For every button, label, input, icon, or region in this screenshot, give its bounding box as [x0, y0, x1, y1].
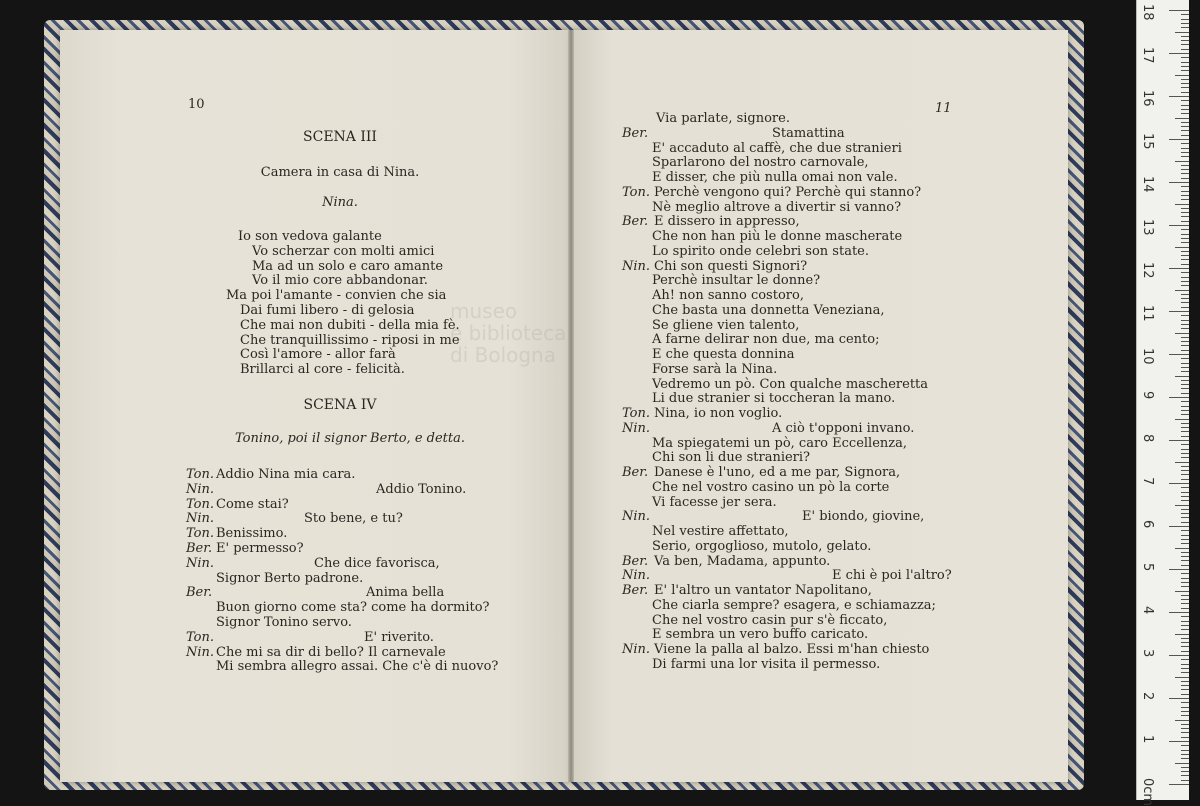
ruler-label: 14	[1140, 176, 1155, 193]
speaker-label: Nin.	[186, 644, 215, 660]
dialogue-line: Mi sembra allegro assai. Che c'è di nuovo?	[216, 659, 499, 675]
ruler-tick	[1181, 27, 1189, 28]
ruler-tick	[1181, 758, 1189, 759]
ruler-tick	[1181, 178, 1189, 179]
dialogue-line: Nel vestire affettato,	[652, 524, 789, 539]
ruler-tick	[1181, 277, 1189, 278]
ruler-tick	[1181, 423, 1189, 424]
right-page-number: 11	[935, 101, 952, 116]
dialogue-line: E disser, che più nulla omai non vale.	[652, 170, 898, 185]
ruler-tick	[1181, 264, 1189, 265]
dialogue-line: E' biondo, giovine,	[802, 509, 925, 525]
dialogue-line: Che non han più le donne mascherate	[652, 229, 903, 244]
speaker-label: Nin.	[186, 555, 215, 571]
ruler-tick	[1181, 492, 1189, 493]
dialogue-line: Signor Berto padrone.	[216, 570, 364, 586]
ruler-tick	[1181, 173, 1189, 174]
ruler-tick	[1181, 775, 1189, 776]
dialogue-line: E sembra un vero buffo caricato.	[652, 627, 869, 643]
ruler-tick	[1181, 586, 1189, 587]
ruler-tick	[1181, 169, 1189, 170]
aria-line: Che mai non dubiti - della mia fè.	[240, 317, 460, 333]
speaker-label: Nin.	[186, 511, 215, 527]
dialogue-line: Addio Nina mia cara.	[216, 467, 356, 482]
ruler-tick	[1181, 724, 1189, 725]
speaker-label: Nin.	[622, 509, 651, 525]
speaker-label: Ber.	[186, 541, 213, 556]
dialogue-line: Ma spiegatemi un pò, caro Eccellenza,	[652, 435, 907, 451]
ruler-tick	[1181, 130, 1189, 131]
ruler-tick	[1181, 384, 1189, 385]
ruler-tick	[1181, 578, 1189, 579]
ruler-tick	[1181, 229, 1189, 230]
speaker-label: Ton.	[186, 467, 214, 482]
ruler-tick	[1181, 126, 1189, 127]
ruler-tick	[1181, 324, 1189, 325]
dialogue-line: Che ciarla sempre? esagera, e schiamazza;	[652, 597, 936, 613]
ruler-label: 2	[1140, 692, 1155, 701]
aria-line: Che tranquillissimo - riposi in me	[240, 332, 460, 348]
ruler-tick	[1181, 401, 1189, 402]
dialogue-line: Addio Tonino.	[376, 481, 467, 497]
ruler-tick	[1175, 161, 1189, 162]
ruler-tick	[1181, 539, 1189, 540]
ruler-tick	[1175, 763, 1189, 764]
ruler-tick	[1169, 784, 1189, 785]
left-page-number: 10	[188, 97, 205, 112]
ruler-tick	[1169, 182, 1189, 183]
dialogue-line: Serio, orgoglioso, mutolo, gelato.	[652, 538, 872, 554]
ruler-tick	[1181, 556, 1189, 557]
ruler-tick	[1181, 573, 1189, 574]
dialogue-line: Buon giorno come sta? come ha dormito?	[216, 600, 490, 616]
ruler-tick	[1181, 638, 1189, 639]
speaker-label: Nin.	[622, 258, 651, 274]
ruler-tick	[1175, 333, 1189, 334]
ruler-tick	[1181, 294, 1189, 295]
dialogue-line: Che nel vostro casino un pò la corte	[652, 479, 890, 495]
ruler-tick	[1169, 698, 1189, 699]
speaker-label: Ber.	[622, 553, 649, 569]
ruler-tick	[1181, 750, 1189, 751]
ruler-tick	[1181, 345, 1189, 346]
ruler-tick	[1181, 234, 1189, 235]
ruler-tick	[1181, 337, 1189, 338]
ruler-tick	[1181, 517, 1189, 518]
ruler-tick	[1181, 208, 1189, 209]
ruler-label: 6	[1140, 520, 1155, 529]
scene-4-title: SCENA IV	[303, 397, 377, 413]
dialogue-line: A ciò t'opponi invano.	[772, 420, 915, 436]
ruler-tick	[1181, 148, 1189, 149]
dialogue-line: Sto bene, e tu?	[304, 511, 403, 527]
dialogue-line: Se gliene vien talento,	[652, 317, 800, 333]
dialogue-line: Nè meglio altrove a divertir si vanno?	[652, 199, 902, 215]
ruler-tick	[1181, 470, 1189, 471]
dialogue-line: Perchè vengono qui? Perchè qui stanno?	[654, 184, 922, 200]
ruler-tick	[1181, 122, 1189, 123]
ruler-tick	[1181, 767, 1189, 768]
scene-3-character: Nina.	[322, 195, 358, 210]
dialogue-line: Lo spirito onde celebri son state.	[652, 243, 869, 259]
ruler-label: 7	[1140, 477, 1155, 486]
ruler-tick	[1175, 720, 1189, 721]
speaker-label: Ber.	[622, 125, 649, 141]
ruler-tick	[1181, 466, 1189, 467]
ruler-tick	[1181, 135, 1189, 136]
ruler-tick	[1181, 487, 1189, 488]
dialogue-line: Perchè insultar le donne?	[652, 273, 821, 289]
ruler-tick	[1181, 363, 1189, 364]
ruler-tick	[1181, 715, 1189, 716]
ruler-tick	[1169, 53, 1189, 54]
ruler-tick	[1181, 216, 1189, 217]
ruler-tick	[1181, 320, 1189, 321]
speaker-label: Ber.	[622, 583, 649, 598]
dialogue-line: E che questa donnina	[652, 347, 795, 362]
dialogue-line: Va ben, Madama, appunto.	[654, 553, 831, 569]
ruler-tick	[1169, 612, 1189, 613]
ruler-tick	[1181, 444, 1189, 445]
dialogue-line: E chi è poi l'altro?	[832, 568, 952, 584]
aria-line: Ma poi l'amante - convien che sia	[226, 288, 447, 304]
ruler-tick	[1181, 522, 1189, 523]
ruler-tick	[1181, 728, 1189, 729]
ruler-tick	[1181, 57, 1189, 58]
dialogue-line: Che dice favorisca,	[314, 555, 440, 571]
ruler-tick	[1181, 668, 1189, 669]
ruler-tick	[1181, 66, 1189, 67]
ruler-tick	[1169, 397, 1189, 398]
ruler-label: 13	[1140, 219, 1155, 236]
ruler-tick	[1181, 298, 1189, 299]
ruler-tick	[1181, 530, 1189, 531]
ruler-tick	[1181, 431, 1189, 432]
ruler-tick	[1181, 771, 1189, 772]
ruler-label: 15	[1140, 133, 1155, 150]
ruler-tick	[1181, 238, 1189, 239]
ruler-tick	[1181, 371, 1189, 372]
ruler-tick	[1169, 96, 1189, 97]
aria-line: Dai fumi libero - di gelosia	[240, 303, 415, 318]
ruler-tick	[1169, 268, 1189, 269]
ruler-tick	[1181, 535, 1189, 536]
ruler-tick	[1175, 462, 1189, 463]
ruler-tick	[1181, 513, 1189, 514]
watermark-line: museo	[450, 299, 518, 323]
ruler-tick	[1175, 118, 1189, 119]
ruler-tick	[1181, 543, 1189, 544]
ruler-tick	[1181, 711, 1189, 712]
ruler-tick	[1181, 328, 1189, 329]
ruler-tick	[1181, 457, 1189, 458]
dialogue-line: Vedremo un pò. Con qualche mascheretta	[652, 376, 929, 392]
ruler-tick	[1181, 83, 1189, 84]
ruler-tick	[1181, 595, 1189, 596]
ruler-tick	[1181, 608, 1189, 609]
ruler-tick	[1181, 212, 1189, 213]
aria-line: Ma ad un solo e caro amante	[252, 258, 444, 274]
ruler-tick	[1181, 251, 1189, 252]
ruler-tick	[1181, 156, 1189, 157]
aria-line: Io son vedova galante	[238, 229, 382, 244]
ruler-tick	[1181, 23, 1189, 24]
dialogue-line: Che basta una donnetta Veneziana,	[652, 302, 885, 318]
ruler-label: 17	[1140, 47, 1155, 64]
ruler-tick	[1169, 440, 1189, 441]
ruler-tick	[1181, 285, 1189, 286]
dialogue-line: Danese è l'uno, ed a me par, Signora,	[654, 465, 901, 480]
ruler-tick	[1181, 281, 1189, 282]
ruler-tick	[1181, 40, 1189, 41]
ruler-tick	[1175, 548, 1189, 549]
ruler-tick	[1181, 474, 1189, 475]
ruler-tick	[1181, 242, 1189, 243]
aria-line: Brillarci al core - felicità.	[240, 362, 405, 378]
ruler-label: 9	[1140, 391, 1155, 400]
speaker-label: Nin.	[622, 568, 651, 584]
ruler-tick	[1175, 75, 1189, 76]
ruler-tick	[1169, 483, 1189, 484]
ruler-tick	[1181, 651, 1189, 652]
ruler-tick	[1175, 376, 1189, 377]
ruler-label: 1	[1140, 735, 1155, 744]
aria-line: Così l'amore - allor farà	[240, 347, 396, 363]
ruler-tick	[1181, 315, 1189, 316]
museum-watermark	[450, 300, 620, 500]
ruler-tick	[1181, 79, 1189, 80]
ruler-tick	[1181, 221, 1189, 222]
ruler-tick	[1181, 14, 1189, 15]
ruler-tick	[1181, 642, 1189, 643]
speaker-label: Ton.	[186, 526, 214, 542]
ruler-tick	[1175, 505, 1189, 506]
ruler-tick	[1175, 677, 1189, 678]
ruler-tick	[1181, 199, 1189, 200]
ruler-tick	[1175, 290, 1189, 291]
dialogue-line: Ah! non sanno costoro,	[652, 288, 804, 303]
dialogue-line: Forse sarà la Nina.	[652, 361, 778, 377]
ruler-tick	[1181, 410, 1189, 411]
ruler-tick	[1181, 672, 1189, 673]
ruler-label: 16	[1140, 90, 1155, 107]
speaker-label: Nin.	[622, 420, 651, 436]
ruler-tick	[1181, 358, 1189, 359]
ruler-tick	[1181, 582, 1189, 583]
ruler-tick	[1169, 225, 1189, 226]
scene-3-title: SCENA III	[303, 129, 377, 145]
speaker-label: Ton.	[186, 496, 214, 512]
ruler-tick	[1181, 380, 1189, 381]
ruler-tick	[1169, 10, 1189, 11]
dialogue-line: E' accaduto al caffè, che due stranieri	[652, 140, 902, 156]
speaker-label: Nin.	[622, 642, 651, 657]
ruler-tick	[1181, 152, 1189, 153]
ruler-tick	[1181, 449, 1189, 450]
ruler-tick	[1181, 509, 1189, 510]
ruler-tick	[1175, 591, 1189, 592]
ruler-tick	[1181, 603, 1189, 604]
ruler-tick	[1181, 87, 1189, 88]
ruler-tick	[1181, 92, 1189, 93]
ruler-tick	[1181, 36, 1189, 37]
ruler-tick	[1181, 685, 1189, 686]
ruler-tick	[1181, 367, 1189, 368]
ruler-label: 18	[1140, 4, 1155, 21]
ruler-tick	[1181, 565, 1189, 566]
ruler-tick	[1175, 419, 1189, 420]
dialogue-line: E' permesso?	[216, 541, 304, 556]
speaker-label: Ton.	[622, 184, 650, 200]
ruler-tick	[1181, 745, 1189, 746]
dialogue-line: Via parlate, signore.	[656, 111, 790, 126]
ruler-tick	[1181, 780, 1189, 781]
watermark-line: di Bologna	[450, 343, 556, 367]
speaker-label: Ber.	[186, 585, 213, 601]
ruler-label: 4	[1140, 606, 1155, 615]
ruler-tick	[1169, 139, 1189, 140]
ruler-tick	[1181, 307, 1189, 308]
ruler-tick	[1181, 646, 1189, 647]
ruler-tick	[1181, 406, 1189, 407]
ruler-label: 12	[1140, 262, 1155, 279]
ruler-label: 11	[1140, 305, 1155, 322]
ruler-tick	[1181, 191, 1189, 192]
ruler-tick	[1181, 616, 1189, 617]
dialogue-line: Sparlarono del nostro carnovale,	[652, 155, 869, 171]
speaker-label: Ber.	[622, 465, 649, 480]
ruler-tick	[1181, 105, 1189, 106]
ruler-tick	[1181, 195, 1189, 196]
ruler-tick	[1181, 44, 1189, 45]
ruler-tick	[1181, 393, 1189, 394]
ruler-tick	[1169, 655, 1189, 656]
ruler-tick	[1181, 621, 1189, 622]
ruler-tick	[1181, 500, 1189, 501]
aria-line: Vo scherzar con molti amici	[252, 243, 435, 259]
scene-4-characters: Tonino, poi il signor Berto, e detta.	[234, 431, 465, 446]
ruler-tick	[1181, 341, 1189, 342]
ruler-tick	[1169, 526, 1189, 527]
ruler-tick	[1175, 634, 1189, 635]
ruler-tick	[1181, 62, 1189, 63]
ruler-tick	[1181, 165, 1189, 166]
watermark-line: e biblioteca	[450, 321, 567, 345]
speaker-label: Ton.	[622, 406, 650, 421]
scene-3-setting: Camera in casa di Nina.	[260, 165, 420, 180]
ruler-tick	[1181, 737, 1189, 738]
dialogue-line: Chi son li due stranieri?	[652, 450, 811, 466]
ruler-tick	[1181, 302, 1189, 303]
dialogue-line: A farne delirar non due, ma cento;	[652, 332, 880, 348]
ruler-tick	[1181, 388, 1189, 389]
measuring-ruler	[1136, 0, 1189, 806]
ruler-tick	[1181, 113, 1189, 114]
dialogue-line: E dissero in appresso,	[654, 214, 800, 230]
dialogue-line: Vi facesse jer sera.	[652, 494, 777, 510]
ruler-tick	[1181, 259, 1189, 260]
ruler-tick	[1181, 143, 1189, 144]
dialogue-line: Che nel vostro casin pur s'è ficcato,	[652, 612, 888, 628]
ruler-label: 0cm	[1140, 778, 1155, 806]
dialogue-line: E' l'altro un vantator Napolitano,	[654, 583, 872, 598]
ruler-tick	[1181, 754, 1189, 755]
ruler-tick	[1175, 247, 1189, 248]
dialogue-line: Come stai?	[216, 496, 289, 512]
ruler-label: 3	[1140, 649, 1155, 658]
dialogue-line: Viene la palla al balzo. Essi m'han chiesto	[654, 642, 930, 657]
ruler-tick	[1181, 560, 1189, 561]
ruler-tick	[1169, 741, 1189, 742]
ruler-tick	[1181, 255, 1189, 256]
dialogue-line: Signor Tonino servo.	[216, 615, 352, 630]
ruler-tick	[1181, 629, 1189, 630]
dialogue-line: Nina, io non voglio.	[654, 406, 783, 421]
ruler-tick	[1181, 732, 1189, 733]
ruler-tick	[1169, 569, 1189, 570]
ruler-tick	[1181, 681, 1189, 682]
dialogue-line: E' riverito.	[364, 629, 434, 645]
ruler-tick	[1181, 70, 1189, 71]
ruler-tick	[1175, 32, 1189, 33]
ruler-tick	[1181, 694, 1189, 695]
ruler-tick	[1181, 272, 1189, 273]
ruler-label: 8	[1140, 434, 1155, 443]
ruler-tick	[1181, 625, 1189, 626]
ruler-tick	[1181, 350, 1189, 351]
ruler-tick	[1169, 354, 1189, 355]
dialogue-line: Benissimo.	[216, 526, 288, 542]
ruler-tick	[1181, 100, 1189, 101]
dialogue-line: Che mi sa dir di bello? Il carnevale	[216, 644, 446, 660]
ruler-tick	[1181, 453, 1189, 454]
ruler-tick	[1181, 436, 1189, 437]
ruler-tick	[1181, 186, 1189, 187]
ruler-tick	[1181, 427, 1189, 428]
ruler-tick	[1181, 702, 1189, 703]
aria-line: Vo il mio core abbandonar.	[252, 273, 428, 289]
ruler-tick	[1181, 707, 1189, 708]
ruler-tick	[1181, 109, 1189, 110]
dialogue-line: Di farmi una lor visita il permesso.	[652, 656, 881, 672]
ruler-tick	[1181, 689, 1189, 690]
ruler-tick	[1181, 664, 1189, 665]
ruler-tick	[1181, 49, 1189, 50]
speaker-label: Ber.	[622, 214, 649, 230]
ruler-label: 5	[1140, 563, 1155, 572]
ruler-tick	[1181, 414, 1189, 415]
ruler-tick	[1181, 479, 1189, 480]
dialogue-line: Chi son questi Signori?	[654, 258, 808, 274]
dialogue-line: Anima bella	[366, 585, 445, 601]
ruler-tick	[1181, 659, 1189, 660]
ruler-tick	[1181, 19, 1189, 20]
dialogue-line: Stamattina	[772, 125, 845, 141]
ruler-tick	[1181, 496, 1189, 497]
ruler-tick	[1169, 311, 1189, 312]
ruler-tick	[1181, 552, 1189, 553]
speaker-label: Ton.	[186, 629, 214, 645]
ruler-label: 10	[1140, 348, 1155, 365]
dialogue-line: Li due stranier si toccheran la mano.	[652, 391, 896, 407]
ruler-tick	[1175, 204, 1189, 205]
speaker-label: Nin.	[186, 481, 215, 497]
ruler-tick	[1181, 599, 1189, 600]
